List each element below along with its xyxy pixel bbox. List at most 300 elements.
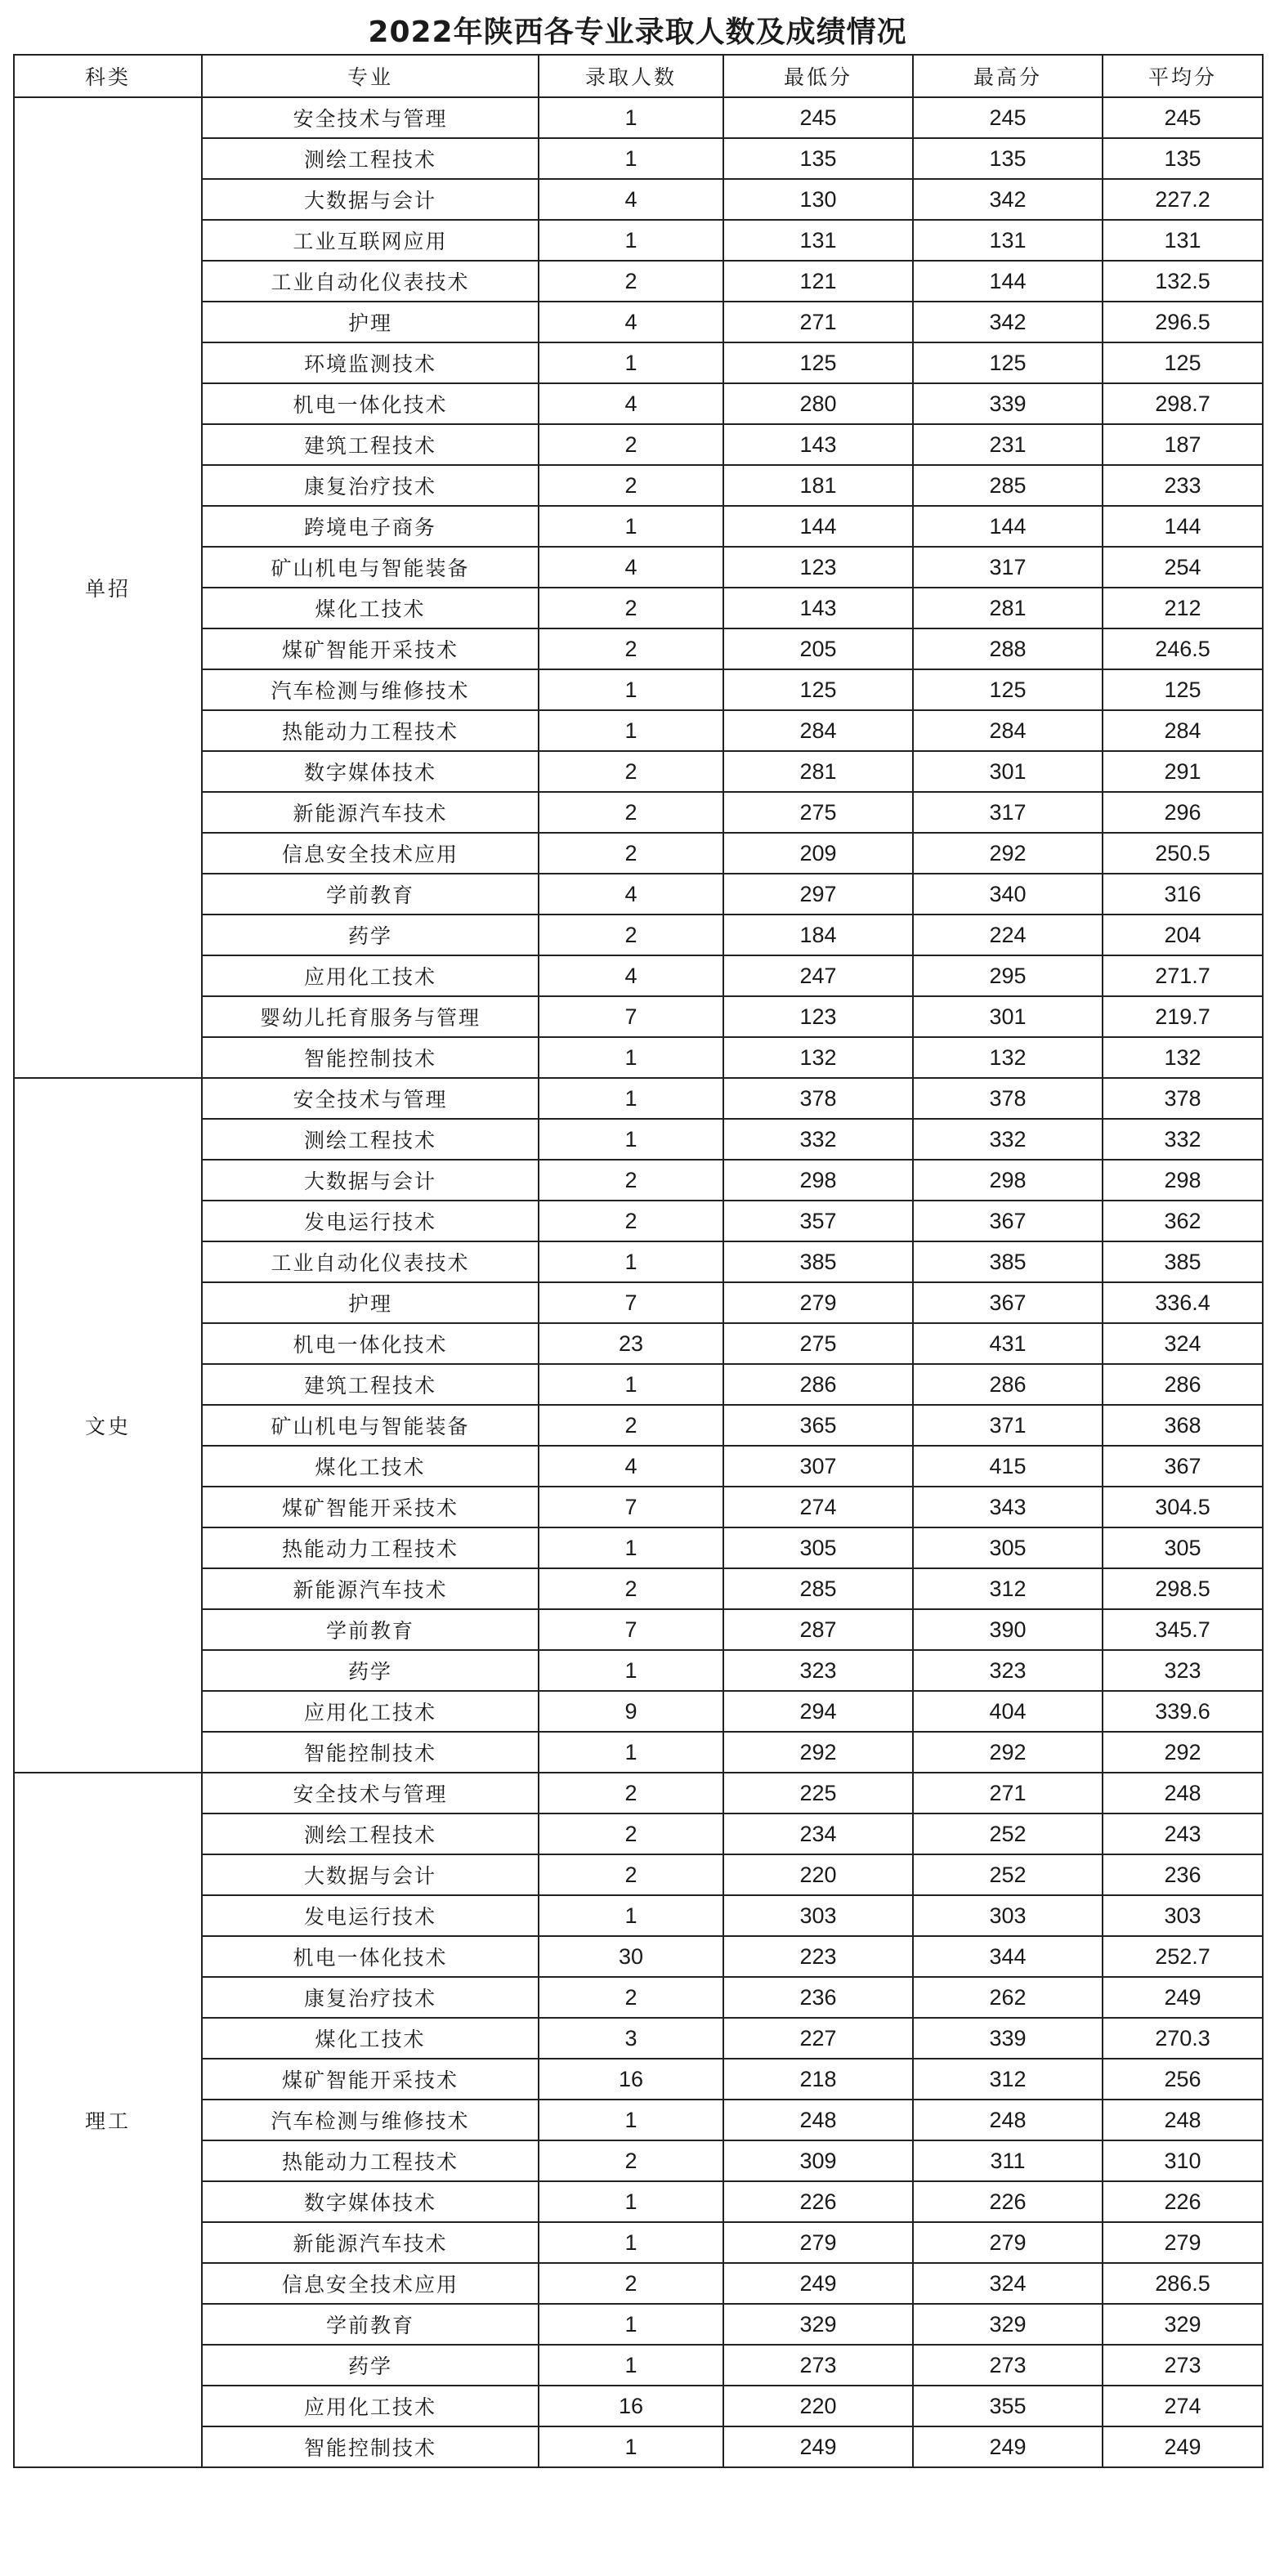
avg-score-cell: 298.7 — [1103, 383, 1263, 424]
major-cell: 学前教育 — [202, 874, 539, 915]
admitted-count-cell: 7 — [539, 1609, 723, 1650]
table-row — [14, 2222, 1263, 2263]
max-score-cell: 385 — [913, 1241, 1103, 1282]
avg-score-cell: 332 — [1103, 1119, 1263, 1160]
avg-score-cell: 329 — [1103, 2304, 1263, 2345]
avg-score-cell: 144 — [1103, 506, 1263, 547]
min-score-cell: 143 — [723, 424, 913, 465]
admitted-count-cell: 1 — [539, 506, 723, 547]
admitted-count-cell: 2 — [539, 1160, 723, 1201]
avg-score-cell: 279 — [1103, 2222, 1263, 2263]
admitted-count-cell: 2 — [539, 1773, 723, 1813]
max-score-cell: 404 — [913, 1691, 1103, 1732]
admitted-count-cell: 16 — [539, 2386, 723, 2426]
min-score-cell: 227 — [723, 2018, 913, 2059]
max-score-cell: 312 — [913, 1568, 1103, 1609]
max-score-cell: 301 — [913, 996, 1103, 1037]
table-row — [14, 1160, 1263, 1201]
admitted-count-cell: 4 — [539, 955, 723, 996]
major-cell: 信息安全技术应用 — [202, 2263, 539, 2304]
major-cell: 汽车检测与维修技术 — [202, 2100, 539, 2140]
admitted-count-cell: 7 — [539, 996, 723, 1037]
max-score-cell: 303 — [913, 1895, 1103, 1936]
major-cell: 热能动力工程技术 — [202, 1527, 539, 1568]
table-row — [14, 1282, 1263, 1323]
major-cell: 煤化工技术 — [202, 2018, 539, 2059]
max-score-cell: 286 — [913, 1364, 1103, 1405]
min-score-cell: 307 — [723, 1446, 913, 1487]
admitted-count-cell: 1 — [539, 342, 723, 383]
max-score-cell: 329 — [913, 2304, 1103, 2345]
major-cell: 工业自动化仪表技术 — [202, 261, 539, 302]
table-row — [14, 2018, 1263, 2059]
table-row — [14, 2140, 1263, 2181]
max-score-cell: 298 — [913, 1160, 1103, 1201]
max-score-cell: 125 — [913, 669, 1103, 710]
min-score-cell: 298 — [723, 1160, 913, 1201]
max-score-cell: 339 — [913, 383, 1103, 424]
table-row — [14, 302, 1263, 342]
table-row — [14, 710, 1263, 751]
table-row — [14, 2181, 1263, 2222]
avg-score-cell: 252.7 — [1103, 1936, 1263, 1977]
major-cell: 智能控制技术 — [202, 1037, 539, 1078]
avg-score-cell: 248 — [1103, 2100, 1263, 2140]
major-cell: 煤矿智能开采技术 — [202, 2059, 539, 2100]
max-score-cell: 311 — [913, 2140, 1103, 2181]
table-row — [14, 2059, 1263, 2100]
avg-score-cell: 245 — [1103, 97, 1263, 138]
avg-score-cell: 132 — [1103, 1037, 1263, 1078]
min-score-cell: 234 — [723, 1813, 913, 1854]
admitted-count-cell: 2 — [539, 588, 723, 628]
admitted-count-cell: 2 — [539, 833, 723, 874]
min-score-cell: 329 — [723, 2304, 913, 2345]
avg-score-cell: 227.2 — [1103, 179, 1263, 220]
admitted-count-cell: 7 — [539, 1487, 723, 1527]
major-cell: 机电一体化技术 — [202, 1936, 539, 1977]
major-cell: 发电运行技术 — [202, 1895, 539, 1936]
table-row — [14, 1895, 1263, 1936]
avg-score-cell: 367 — [1103, 1446, 1263, 1487]
major-cell: 测绘工程技术 — [202, 1119, 539, 1160]
max-score-cell: 144 — [913, 261, 1103, 302]
table-row — [14, 2426, 1263, 2467]
table-row — [14, 97, 1263, 138]
avg-score-cell: 305 — [1103, 1527, 1263, 1568]
admitted-count-cell: 4 — [539, 179, 723, 220]
table-row — [14, 1936, 1263, 1977]
avg-score-cell: 296.5 — [1103, 302, 1263, 342]
max-score-cell: 245 — [913, 97, 1103, 138]
major-cell: 应用化工技术 — [202, 955, 539, 996]
category-cell: 理工 — [14, 1773, 202, 2467]
avg-score-cell: 249 — [1103, 1977, 1263, 2018]
major-cell: 测绘工程技术 — [202, 1813, 539, 1854]
table-row — [14, 1691, 1263, 1732]
admitted-count-cell: 30 — [539, 1936, 723, 1977]
min-score-cell: 275 — [723, 792, 913, 833]
max-score-cell: 305 — [913, 1527, 1103, 1568]
avg-score-cell: 286 — [1103, 1364, 1263, 1405]
min-score-cell: 357 — [723, 1201, 913, 1241]
admitted-count-cell: 1 — [539, 2426, 723, 2467]
admitted-count-cell: 1 — [539, 220, 723, 261]
min-score-cell: 181 — [723, 465, 913, 506]
major-cell: 环境监测技术 — [202, 342, 539, 383]
table-row — [14, 751, 1263, 792]
major-cell: 新能源汽车技术 — [202, 2222, 539, 2263]
avg-score-cell: 286.5 — [1103, 2263, 1263, 2304]
major-cell: 汽车检测与维修技术 — [202, 669, 539, 710]
table-row — [14, 1201, 1263, 1241]
max-score-cell: 262 — [913, 1977, 1103, 2018]
min-score-cell: 309 — [723, 2140, 913, 2181]
major-cell: 安全技术与管理 — [202, 97, 539, 138]
admitted-count-cell: 1 — [539, 2222, 723, 2263]
admitted-count-cell: 23 — [539, 1323, 723, 1364]
max-score-cell: 367 — [913, 1282, 1103, 1323]
table-row — [14, 2345, 1263, 2386]
table-row — [14, 1078, 1263, 1119]
table-row — [14, 1977, 1263, 2018]
major-cell: 测绘工程技术 — [202, 138, 539, 179]
avg-score-cell: 271.7 — [1103, 955, 1263, 996]
min-score-cell: 236 — [723, 1977, 913, 2018]
header-max-score: 最高分 — [913, 55, 1103, 97]
table-row — [14, 261, 1263, 302]
max-score-cell: 292 — [913, 833, 1103, 874]
max-score-cell: 271 — [913, 1773, 1103, 1813]
table-row — [14, 179, 1263, 220]
max-score-cell: 284 — [913, 710, 1103, 751]
admitted-count-cell: 3 — [539, 2018, 723, 2059]
table-row — [14, 342, 1263, 383]
major-cell: 护理 — [202, 302, 539, 342]
table-row — [14, 833, 1263, 874]
max-score-cell: 342 — [913, 179, 1103, 220]
max-score-cell: 226 — [913, 2181, 1103, 2222]
max-score-cell: 252 — [913, 1813, 1103, 1854]
min-score-cell: 220 — [723, 2386, 913, 2426]
table-body — [14, 97, 1263, 2467]
max-score-cell: 273 — [913, 2345, 1103, 2386]
table-row — [14, 1568, 1263, 1609]
min-score-cell: 226 — [723, 2181, 913, 2222]
table-row — [14, 2386, 1263, 2426]
max-score-cell: 323 — [913, 1650, 1103, 1691]
major-cell: 发电运行技术 — [202, 1201, 539, 1241]
min-score-cell: 271 — [723, 302, 913, 342]
max-score-cell: 135 — [913, 138, 1103, 179]
min-score-cell: 249 — [723, 2263, 913, 2304]
header-category: 科类 — [14, 55, 202, 97]
avg-score-cell: 304.5 — [1103, 1487, 1263, 1527]
max-score-cell: 131 — [913, 220, 1103, 261]
avg-score-cell: 298 — [1103, 1160, 1263, 1201]
category-cell: 单招 — [14, 97, 202, 1078]
table-row — [14, 1487, 1263, 1527]
avg-score-cell: 345.7 — [1103, 1609, 1263, 1650]
max-score-cell: 125 — [913, 342, 1103, 383]
avg-score-cell: 296 — [1103, 792, 1263, 833]
admitted-count-cell: 1 — [539, 1732, 723, 1773]
min-score-cell: 248 — [723, 2100, 913, 2140]
major-cell: 煤化工技术 — [202, 588, 539, 628]
min-score-cell: 130 — [723, 179, 913, 220]
major-cell: 康复治疗技术 — [202, 1977, 539, 2018]
avg-score-cell: 291 — [1103, 751, 1263, 792]
table-row — [14, 138, 1263, 179]
min-score-cell: 245 — [723, 97, 913, 138]
admitted-count-cell: 7 — [539, 1282, 723, 1323]
avg-score-cell: 323 — [1103, 1650, 1263, 1691]
avg-score-cell: 303 — [1103, 1895, 1263, 1936]
min-score-cell: 303 — [723, 1895, 913, 1936]
table-row — [14, 874, 1263, 915]
avg-score-cell: 316 — [1103, 874, 1263, 915]
avg-score-cell: 362 — [1103, 1201, 1263, 1241]
major-cell: 煤矿智能开采技术 — [202, 628, 539, 669]
min-score-cell: 305 — [723, 1527, 913, 1568]
min-score-cell: 274 — [723, 1487, 913, 1527]
min-score-cell: 365 — [723, 1405, 913, 1446]
header-major: 专业 — [202, 55, 539, 97]
admitted-count-cell: 2 — [539, 1813, 723, 1854]
min-score-cell: 121 — [723, 261, 913, 302]
table-row — [14, 1405, 1263, 1446]
admitted-count-cell: 1 — [539, 97, 723, 138]
avg-score-cell: 248 — [1103, 1773, 1263, 1813]
major-cell: 学前教育 — [202, 2304, 539, 2345]
max-score-cell: 344 — [913, 1936, 1103, 1977]
min-score-cell: 125 — [723, 342, 913, 383]
min-score-cell: 249 — [723, 2426, 913, 2467]
header-admitted: 录取人数 — [539, 55, 723, 97]
major-cell: 工业互联网应用 — [202, 220, 539, 261]
max-score-cell: 317 — [913, 792, 1103, 833]
major-cell: 大数据与会计 — [202, 179, 539, 220]
admitted-count-cell: 2 — [539, 1405, 723, 1446]
admitted-count-cell: 2 — [539, 1854, 723, 1895]
avg-score-cell: 226 — [1103, 2181, 1263, 2222]
admitted-count-cell: 2 — [539, 1201, 723, 1241]
min-score-cell: 297 — [723, 874, 913, 915]
table-row — [14, 547, 1263, 588]
table-row — [14, 1854, 1263, 1895]
min-score-cell: 292 — [723, 1732, 913, 1773]
min-score-cell: 144 — [723, 506, 913, 547]
table-row — [14, 1119, 1263, 1160]
max-score-cell: 317 — [913, 547, 1103, 588]
admitted-count-cell: 1 — [539, 2100, 723, 2140]
max-score-cell: 355 — [913, 2386, 1103, 2426]
avg-score-cell: 254 — [1103, 547, 1263, 588]
min-score-cell: 184 — [723, 915, 913, 955]
max-score-cell: 431 — [913, 1323, 1103, 1364]
table-row — [14, 1241, 1263, 1282]
avg-score-cell: 187 — [1103, 424, 1263, 465]
avg-score-cell: 131 — [1103, 220, 1263, 261]
major-cell: 康复治疗技术 — [202, 465, 539, 506]
admitted-count-cell: 2 — [539, 261, 723, 302]
header-row — [14, 55, 1263, 97]
min-score-cell: 223 — [723, 1936, 913, 1977]
major-cell: 大数据与会计 — [202, 1160, 539, 1201]
admitted-count-cell: 4 — [539, 547, 723, 588]
min-score-cell: 220 — [723, 1854, 913, 1895]
major-cell: 婴幼儿托育服务与管理 — [202, 996, 539, 1037]
min-score-cell: 280 — [723, 383, 913, 424]
avg-score-cell: 378 — [1103, 1078, 1263, 1119]
avg-score-cell: 298.5 — [1103, 1568, 1263, 1609]
max-score-cell: 288 — [913, 628, 1103, 669]
min-score-cell: 209 — [723, 833, 913, 874]
major-cell: 建筑工程技术 — [202, 424, 539, 465]
major-cell: 学前教育 — [202, 1609, 539, 1650]
avg-score-cell: 233 — [1103, 465, 1263, 506]
admitted-count-cell: 2 — [539, 1568, 723, 1609]
table-title: 2022年陕西各专业录取人数及成绩情况 — [368, 16, 907, 49]
admitted-count-cell: 2 — [539, 2140, 723, 2181]
min-score-cell: 132 — [723, 1037, 913, 1078]
admitted-count-cell: 1 — [539, 1078, 723, 1119]
min-score-cell: 143 — [723, 588, 913, 628]
min-score-cell: 332 — [723, 1119, 913, 1160]
max-score-cell: 390 — [913, 1609, 1103, 1650]
admitted-count-cell: 1 — [539, 2345, 723, 2386]
avg-score-cell: 273 — [1103, 2345, 1263, 2386]
admitted-count-cell: 1 — [539, 1650, 723, 1691]
admitted-count-cell: 2 — [539, 424, 723, 465]
major-cell: 新能源汽车技术 — [202, 1568, 539, 1609]
max-score-cell: 224 — [913, 915, 1103, 955]
min-score-cell: 225 — [723, 1773, 913, 1813]
avg-score-cell: 236 — [1103, 1854, 1263, 1895]
avg-score-cell: 368 — [1103, 1405, 1263, 1446]
max-score-cell: 332 — [913, 1119, 1103, 1160]
min-score-cell: 378 — [723, 1078, 913, 1119]
table-row — [14, 424, 1263, 465]
avg-score-cell: 284 — [1103, 710, 1263, 751]
admitted-count-cell: 2 — [539, 465, 723, 506]
major-cell: 矿山机电与智能装备 — [202, 547, 539, 588]
min-score-cell: 286 — [723, 1364, 913, 1405]
min-score-cell: 284 — [723, 710, 913, 751]
admitted-count-cell: 4 — [539, 302, 723, 342]
major-cell: 新能源汽车技术 — [202, 792, 539, 833]
avg-score-cell: 135 — [1103, 138, 1263, 179]
avg-score-cell: 132.5 — [1103, 261, 1263, 302]
table-row — [14, 628, 1263, 669]
min-score-cell: 125 — [723, 669, 913, 710]
max-score-cell: 285 — [913, 465, 1103, 506]
major-cell: 机电一体化技术 — [202, 383, 539, 424]
major-cell: 矿山机电与智能装备 — [202, 1405, 539, 1446]
min-score-cell: 287 — [723, 1609, 913, 1650]
max-score-cell: 292 — [913, 1732, 1103, 1773]
min-score-cell: 218 — [723, 2059, 913, 2100]
table-row — [14, 465, 1263, 506]
admission-table — [13, 54, 1264, 2468]
max-score-cell: 342 — [913, 302, 1103, 342]
admitted-count-cell: 2 — [539, 792, 723, 833]
avg-score-cell: 310 — [1103, 2140, 1263, 2181]
admitted-count-cell: 9 — [539, 1691, 723, 1732]
admitted-count-cell: 2 — [539, 1977, 723, 2018]
table-row — [14, 1527, 1263, 1568]
table-row — [14, 2304, 1263, 2345]
major-cell: 安全技术与管理 — [202, 1078, 539, 1119]
min-score-cell: 279 — [723, 1282, 913, 1323]
max-score-cell: 339 — [913, 2018, 1103, 2059]
table-row — [14, 1364, 1263, 1405]
admitted-count-cell: 1 — [539, 1895, 723, 1936]
max-score-cell: 281 — [913, 588, 1103, 628]
avg-score-cell: 270.3 — [1103, 2018, 1263, 2059]
major-cell: 热能动力工程技术 — [202, 710, 539, 751]
min-score-cell: 323 — [723, 1650, 913, 1691]
min-score-cell: 279 — [723, 2222, 913, 2263]
min-score-cell: 273 — [723, 2345, 913, 2386]
max-score-cell: 132 — [913, 1037, 1103, 1078]
avg-score-cell: 256 — [1103, 2059, 1263, 2100]
table-row — [14, 2100, 1263, 2140]
major-cell: 大数据与会计 — [202, 1854, 539, 1895]
admitted-count-cell: 2 — [539, 628, 723, 669]
avg-score-cell: 339.6 — [1103, 1691, 1263, 1732]
avg-score-cell: 243 — [1103, 1813, 1263, 1854]
avg-score-cell: 274 — [1103, 2386, 1263, 2426]
admitted-count-cell: 16 — [539, 2059, 723, 2100]
min-score-cell: 123 — [723, 547, 913, 588]
avg-score-cell: 246.5 — [1103, 628, 1263, 669]
admitted-count-cell: 4 — [539, 1446, 723, 1487]
avg-score-cell: 204 — [1103, 915, 1263, 955]
max-score-cell: 295 — [913, 955, 1103, 996]
table-row — [14, 669, 1263, 710]
max-score-cell: 367 — [913, 1201, 1103, 1241]
max-score-cell: 144 — [913, 506, 1103, 547]
min-score-cell: 135 — [723, 138, 913, 179]
max-score-cell: 252 — [913, 1854, 1103, 1895]
avg-score-cell: 250.5 — [1103, 833, 1263, 874]
table-row — [14, 996, 1263, 1037]
major-cell: 护理 — [202, 1282, 539, 1323]
min-score-cell: 205 — [723, 628, 913, 669]
table-row — [14, 915, 1263, 955]
major-cell: 药学 — [202, 2345, 539, 2386]
max-score-cell: 231 — [913, 424, 1103, 465]
admitted-count-cell: 1 — [539, 1241, 723, 1282]
avg-score-cell: 336.4 — [1103, 1282, 1263, 1323]
max-score-cell: 415 — [913, 1446, 1103, 1487]
major-cell: 药学 — [202, 915, 539, 955]
min-score-cell: 275 — [723, 1323, 913, 1364]
major-cell: 工业自动化仪表技术 — [202, 1241, 539, 1282]
major-cell: 数字媒体技术 — [202, 751, 539, 792]
table-row — [14, 955, 1263, 996]
avg-score-cell: 212 — [1103, 588, 1263, 628]
table-row — [14, 220, 1263, 261]
table-row — [14, 1446, 1263, 1487]
avg-score-cell: 249 — [1103, 2426, 1263, 2467]
major-cell: 应用化工技术 — [202, 1691, 539, 1732]
admitted-count-cell: 1 — [539, 2304, 723, 2345]
max-score-cell: 312 — [913, 2059, 1103, 2100]
table-row — [14, 792, 1263, 833]
header-avg-score: 平均分 — [1103, 55, 1263, 97]
